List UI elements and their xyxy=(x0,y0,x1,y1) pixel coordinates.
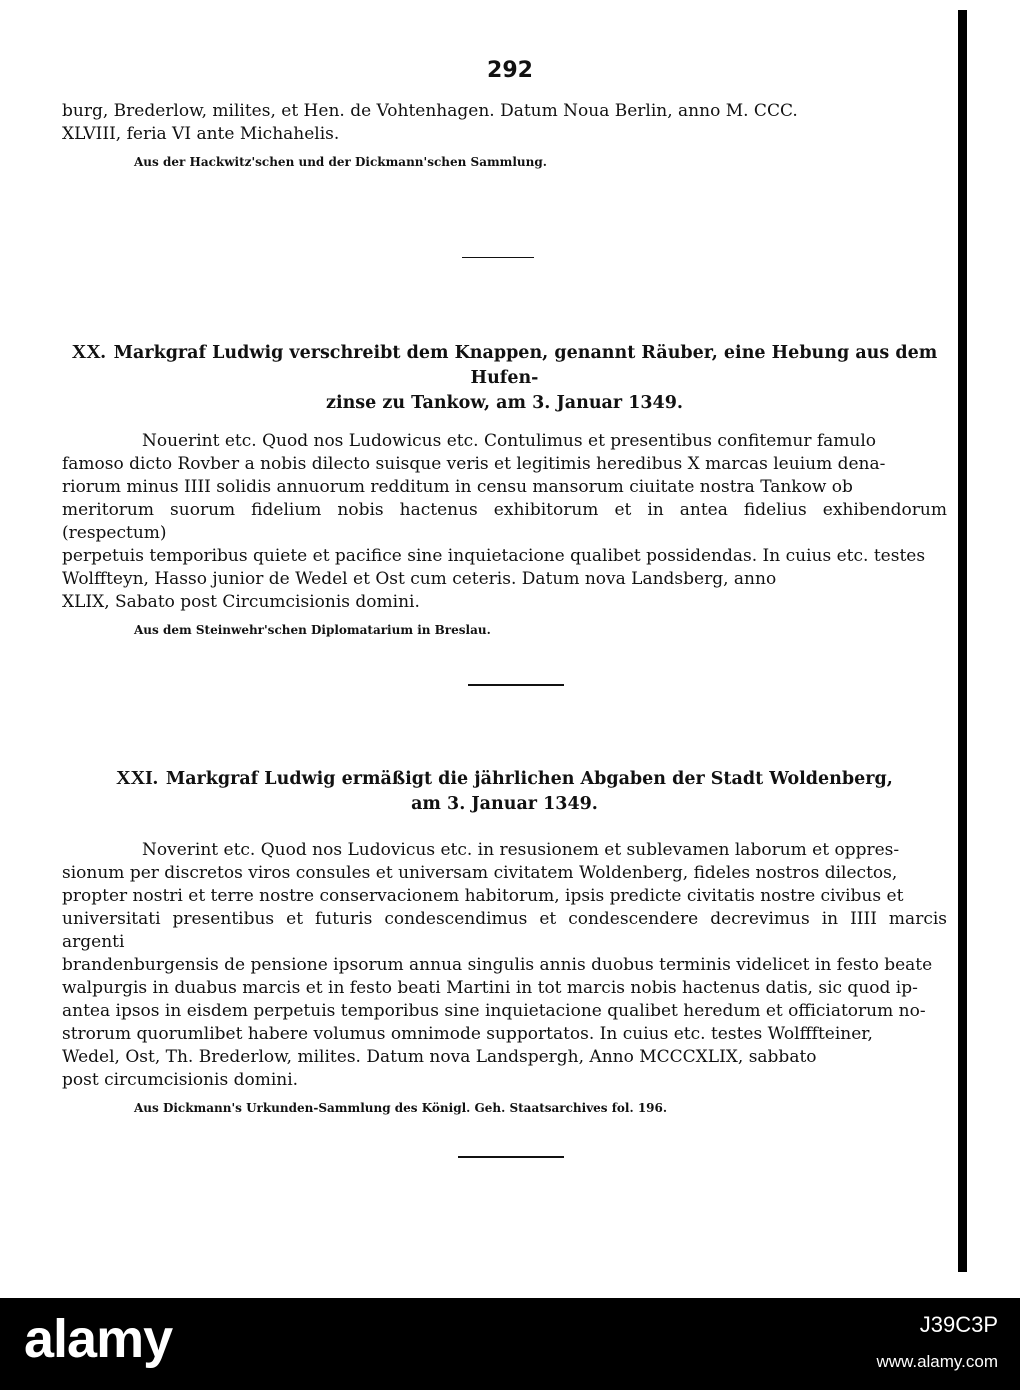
text-line: Wedel, Ost, Th. Brederlow, milites. Datum nova Landspergh, Anno MCCCXLIX, sabbato xyxy=(62,1047,817,1067)
section-divider xyxy=(468,684,564,686)
section-body xyxy=(62,839,947,1092)
text-line: famoso dicto Rovber a nobis dilecto suisque veris et legitimis heredibus X marcas leuium dena- xyxy=(62,454,886,474)
text-line: perpetuis temporibus quiete et pacifice sine inquietacione qualibet possidendas. In cuius etc. testes xyxy=(62,546,926,566)
text-line: sionum per discretos viros consules et universam civitatem Woldenberg, fideles nostros dilectos, xyxy=(62,863,898,883)
brand-logo: alamy xyxy=(24,1309,173,1369)
text-line: post circumcisionis domini. xyxy=(62,1070,299,1090)
site-url: www.alamy.com xyxy=(876,1352,998,1371)
section-divider xyxy=(462,257,534,258)
section-heading xyxy=(62,340,947,391)
text-line: riorum minus IIII solidis annuorum redditum in censu mansorum ciuitate nostra Tankow ob xyxy=(62,477,853,497)
section-xx xyxy=(62,340,947,638)
source-note: Aus Dickmann's Urkunden-Sammlung des Königl. Geh. Staatsarchives fol. 196. xyxy=(134,1101,668,1115)
text-line: XLVIII, feria VI ante Michahelis. xyxy=(62,124,340,144)
text-line: brandenburgensis de pensione ipsorum annua singulis annis duobus terminis videlicet in festo beate xyxy=(62,955,933,975)
heading-line: Markgraf Ludwig ermäßigt die jährlichen Abgaben der Stadt Woldenberg, xyxy=(165,769,893,789)
section-xxi xyxy=(62,766,947,1116)
text-line: meritorum suorum fidelium nobis hactenus exhibitorum et in antea fidelius exhibendorum (respectum) xyxy=(62,500,947,543)
page-number: 292 xyxy=(487,58,533,83)
heading-line: Markgraf Ludwig verschreibt dem Knappen, genannt Räuber, eine Hebung aus dem Hufen- xyxy=(113,343,938,388)
text-line: antea ipsos in eisdem perpetuis temporibus sine inquietacione qualibet heredum et officiatorum no- xyxy=(62,1001,926,1021)
section-heading xyxy=(62,766,947,792)
text-line: XLIX, Sabato post Circumcisionis domini. xyxy=(62,592,420,612)
section-number: XX. xyxy=(71,341,106,363)
heading-line: zinse zu Tankow, am 3. Januar 1349. xyxy=(326,393,683,413)
text-line: Nouerint etc. Quod nos Ludowicus etc. Contulimus et presentibus confitemur famulo xyxy=(142,431,877,451)
text-line: Wolffteyn, Hasso junior de Wedel et Ost cum ceteris. Datum nova Landsberg, anno xyxy=(62,569,777,589)
page-edge-bar xyxy=(958,10,967,1272)
image-id: J39C3P xyxy=(919,1312,998,1337)
watermark-footer xyxy=(0,1298,1020,1390)
section-number: XXI. xyxy=(116,767,158,789)
source-note: Aus der Hackwitz'schen und der Dickmann'schen Sammlung. xyxy=(134,155,547,169)
text-line: universitati presentibus et futuris condescendimus et condescendere decrevimus in IIII marcis argenti xyxy=(62,909,947,952)
text-line: Noverint etc. Quod nos Ludovicus etc. in resusionem et sublevamen laborum et oppres- xyxy=(142,840,900,860)
source-note: Aus dem Steinwehr'schen Diplomatarium in Breslau. xyxy=(134,623,491,637)
section-divider xyxy=(458,1156,564,1158)
section-body xyxy=(62,430,947,614)
text-line: burg, Brederlow, milites, et Hen. de Vohtenhagen. Datum Noua Berlin, anno M. CCC. xyxy=(62,101,798,121)
text-line: walpurgis in duabus marcis et in festo beati Martini in tot marcis nobis hactenus datis, sic quod ip- xyxy=(62,978,918,998)
opening-fragment xyxy=(62,100,947,170)
text-line: strorum quorumlibet habere volumus omnimode supportatos. In cuius etc. testes Wolfffteiner, xyxy=(62,1024,873,1044)
heading-line: am 3. Januar 1349. xyxy=(411,794,598,814)
text-line: propter nostri et terre nostre conservacionem habitorum, ipsis predicte civitatis nostre civibus et xyxy=(62,886,904,906)
